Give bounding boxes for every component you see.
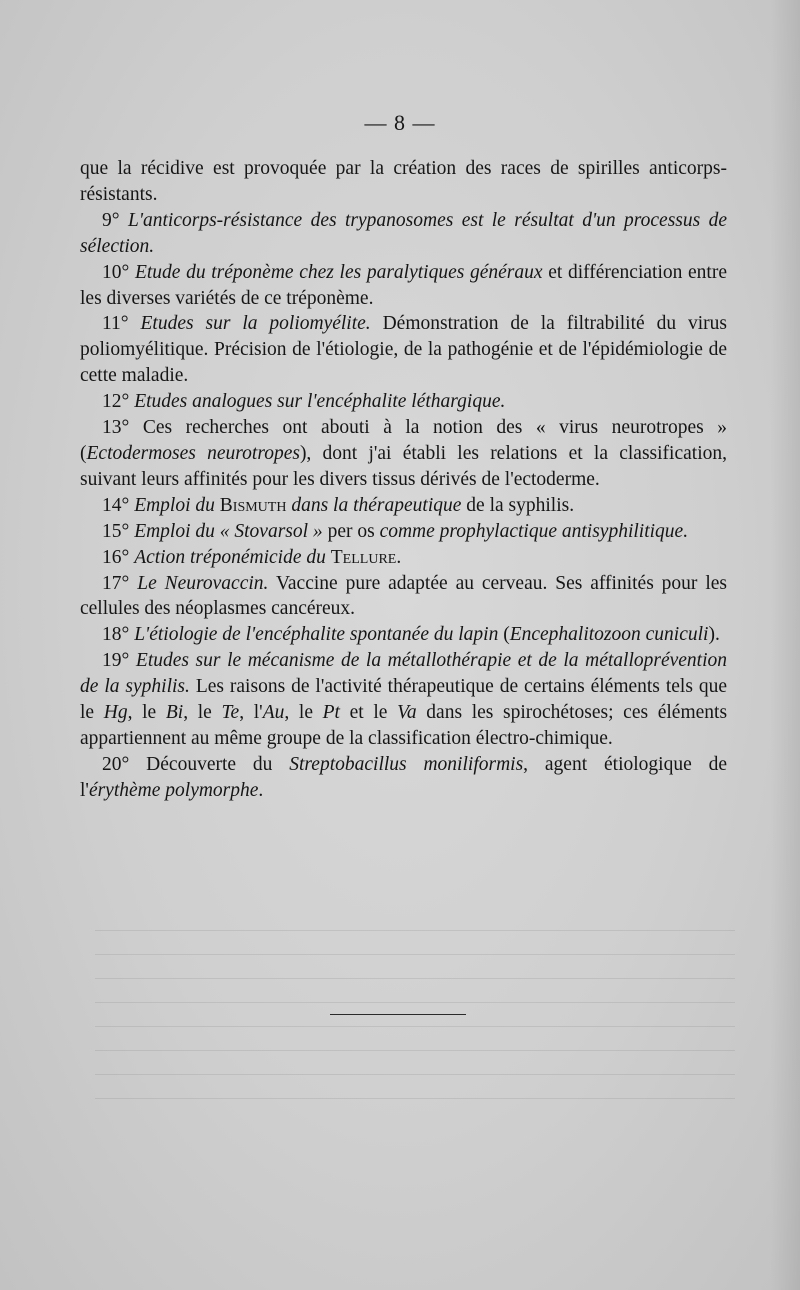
- item-number: 17°: [102, 572, 130, 594]
- item-text: Vaccine pure adaptée au cerveau. Ses affinités pour les cellules des néoplasmes cancéreux.: [80, 572, 727, 620]
- item-number: 18°: [102, 624, 130, 646]
- item-text: dans les spirochétoses; ces éléments appartiennent au même groupe de la classification électro-chimique.: [80, 702, 728, 749]
- item-text: Les raisons de l'activité thérapeutique de certains éléments tels que le: [80, 676, 727, 724]
- item-title: Emploi du: [134, 494, 215, 516]
- item-number: 15°: [102, 520, 130, 542]
- item-text: et différenciation entre les diverses variétés de ce tréponème.: [80, 261, 727, 309]
- item-text: Découverte du: [146, 753, 273, 775]
- item-species: Encephalitozoon cuniculi: [509, 624, 709, 646]
- item-title: dans la thérapeutique: [291, 494, 462, 516]
- item-title: L'étiologie de l'encéphalite spontanée du lapin: [134, 624, 499, 646]
- page-edge-shadow: [770, 0, 800, 1290]
- show-through-text: [95, 930, 735, 1110]
- element-symbol: Bi: [165, 702, 184, 724]
- list-item-12: [80, 389, 727, 415]
- item-text: ), dont j'ai établi les relations et la classification, suivant leurs affinités pour les divers tissus dérivés de l'ectoderme.: [80, 442, 727, 490]
- item-title: L'anticorps-résistance des trypanosomes est le résultat d'un processus de sélection.: [80, 209, 728, 257]
- item-number: 9°: [102, 209, 120, 231]
- item-title: comme prophylactique antisyphilitique.: [379, 520, 689, 542]
- element-symbol: Pt: [322, 702, 340, 724]
- element-symbol: Va: [397, 702, 417, 724]
- item-number: 13°: [102, 417, 130, 439]
- item-title: Etudes sur le mécanisme de la métallothérapie et de la métalloprévention de la syphilis.: [80, 650, 728, 698]
- element-symbol: Au: [262, 702, 285, 724]
- list-item-19: 19° Etudes sur le mécanisme de la métallothérapie et de la métalloprévention de la syphilis. Les raisons de l'activité thérapeutique de certains éléments tels que le Hg, le Bi, le Te, l'Au, le Pt et le Va dans les spirochétoses; ces éléments appartiennent au même groupe de la classification électro-chimique.: [80, 650, 728, 749]
- item-number: 11°: [102, 313, 129, 335]
- list-item-13: [80, 415, 727, 493]
- item-number: 14°: [102, 494, 130, 516]
- page-number: — 8 —: [364, 110, 436, 135]
- list-item-15: [80, 519, 727, 545]
- item-number: 12°: [102, 391, 130, 413]
- item-title: Le Neurovaccin.: [137, 572, 269, 594]
- element-symbol: Te: [221, 702, 240, 724]
- list-item-11: [80, 311, 727, 389]
- item-disease: érythème polymorphe: [88, 779, 259, 801]
- item-text: de la syphilis.: [466, 494, 575, 516]
- list-item-10: [80, 260, 727, 312]
- item-title: Etudes sur la poliomyélite.: [140, 313, 371, 335]
- item-number: 19°: [102, 650, 130, 672]
- item-text: ).: [708, 624, 720, 646]
- item-number: 10°: [102, 261, 130, 283]
- item-smallcaps: Bismuth: [219, 494, 287, 516]
- item-smallcaps: Tellure: [330, 546, 397, 568]
- item-species: Streptobacillus moniliformis: [289, 753, 524, 775]
- list-item-9: [80, 208, 727, 260]
- horizontal-rule: [330, 1014, 466, 1015]
- item-text: , agent étiologique de l': [80, 753, 727, 801]
- item-text: Ces recherches ont abouti à la notion des « virus neurotropes » (: [80, 417, 728, 464]
- item-text: .: [396, 546, 402, 568]
- item-number: 16°: [102, 546, 130, 568]
- item-text: Démonstration de la filtrabilité du virus poliomyélitique. Précision de l'étiologie, de la pathogénie et de l'épidémiologie de cette maladie.: [80, 313, 728, 387]
- paragraph-continuation: que la récidive est provoquée par la création des races de spirilles anticorps-résistants.: [80, 158, 727, 205]
- item-title: Etude du tréponème chez les paralytiques généraux: [134, 261, 543, 283]
- list-item-14: [80, 493, 727, 519]
- item-italic: Ectodermoses neurotropes: [86, 442, 300, 464]
- list-item-20: [80, 752, 727, 804]
- item-title: Action tréponémicide du: [134, 546, 326, 568]
- list-item-18: [80, 622, 727, 648]
- item-title: Etudes analogues sur l'encéphalite léthargique.: [134, 391, 506, 413]
- item-text: .: [258, 779, 264, 801]
- item-text: per os: [327, 520, 375, 542]
- text-block: [80, 156, 727, 804]
- item-text: (: [503, 624, 510, 646]
- list-item-16: [80, 545, 727, 571]
- item-title: Emploi du « Stovarsol »: [134, 520, 323, 542]
- list-item-17: [80, 571, 727, 623]
- element-symbol: Hg: [103, 702, 128, 724]
- item-number: 20°: [102, 753, 130, 775]
